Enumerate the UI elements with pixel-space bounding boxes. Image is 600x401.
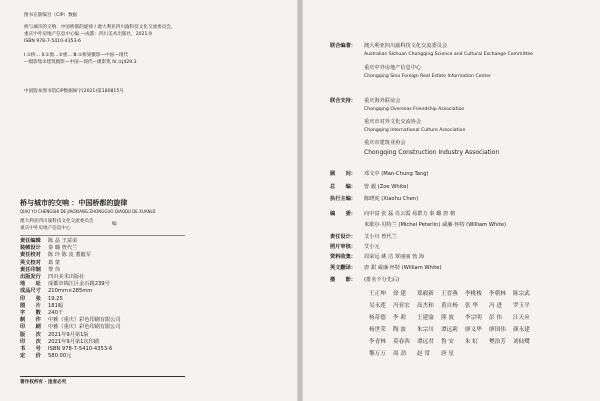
- photo-review-label: 照片审核：: [330, 244, 356, 250]
- supporter-zh: 重庆海外联谊会: [364, 98, 401, 104]
- photographer-name: 熊 波: [441, 315, 454, 321]
- photographer-name: 王建渝: [417, 315, 434, 321]
- spec-row: [20, 333, 89, 338]
- divider: [20, 376, 185, 377]
- photographer-name: 黎万万: [369, 351, 386, 357]
- spec-label: 版 次: [20, 331, 41, 338]
- cip-title: 图书在版编目（CIP）数据: [24, 13, 78, 18]
- photographer-name: 朱宗川: [417, 327, 434, 333]
- spec-value: 四川美术出版社: [48, 274, 85, 280]
- spec-label: 制 作: [20, 317, 41, 324]
- roster-row: [369, 316, 537, 322]
- cip-line: —摄影集②建筑摄影—中国—现代—摄影集 Ⅳ.①J429.3: [24, 60, 137, 65]
- spec-label: 印 张: [20, 295, 41, 302]
- photographer-name: 杨世荣: [369, 327, 386, 333]
- spec-value: 240千: [48, 310, 64, 316]
- spec-value: 秦 璐 曾代兰: [48, 245, 78, 252]
- roster-row: [369, 304, 537, 310]
- spec-value: ISBN 978-7-5410-4353-6: [48, 346, 113, 352]
- organizer-en: Chongqing Sino Foreign Real Estate Information Center: [364, 74, 491, 79]
- divider: [20, 235, 185, 236]
- editor-suffix: 编: [112, 222, 117, 227]
- spec-label: 印 刷: [20, 324, 41, 331]
- data-collection-label: 资料收集：: [330, 254, 356, 260]
- co-organizer-label: 联合编著：: [330, 43, 356, 49]
- photographer-name: 江天应: [513, 315, 530, 321]
- photographer-name: 唐 星: [441, 351, 454, 357]
- photographers-note: (排名不分先后): [364, 277, 400, 283]
- photographer-name: 王正坤: [369, 291, 386, 297]
- photographer-name: 廖国伟: [489, 327, 506, 333]
- spec-label: 出版发行: [20, 274, 41, 280]
- photographer-name: 张 华: [465, 303, 478, 309]
- photographer-name: 彭 伟: [489, 315, 502, 321]
- spec-value: 黎 伟: [48, 266, 61, 273]
- photographer-name: 徐 建: [393, 291, 406, 297]
- spec-value: 2021年9月第1版: [48, 331, 89, 338]
- chief-editor-name: 曾 毅 (Zoe White): [364, 184, 409, 190]
- design-names: 艾小川 曾代兰: [364, 234, 397, 240]
- spec-label: 书 号: [20, 346, 41, 352]
- editor-org: 澳大利亚四川渝科技文化交流委员会: [20, 219, 94, 224]
- spec-row: [20, 347, 112, 352]
- roster-row: [369, 292, 537, 298]
- spec-row: [20, 325, 121, 330]
- spec-label: 地 址: [20, 281, 41, 288]
- advisor-name: 邓文中 (Man-Chung Tang): [364, 171, 429, 177]
- spec-label: 装帧设计: [20, 245, 41, 252]
- editor-org: 重庆中外房地产信息中心: [20, 226, 71, 231]
- spec-value: 陈 玲 陈 凌 董毅军: [48, 252, 91, 259]
- spec-value: 中雅（重庆）彩色印刷有限公司: [48, 324, 121, 331]
- spec-value: 中雅（重庆）彩色印刷有限公司: [48, 317, 121, 324]
- photographer-name: 罗玉平: [513, 303, 530, 309]
- spec-row: [20, 268, 60, 273]
- spec-label: 责任编辑: [20, 238, 41, 244]
- photographer-name: 陶 波: [393, 327, 406, 333]
- photographer-name: 杨蒂德: [369, 315, 386, 321]
- photographer-name: 李 莉: [393, 315, 406, 321]
- supporter-zh: 重庆市对外文化交流协会: [364, 119, 422, 125]
- spec-row: [20, 318, 121, 323]
- translation-label: 英文翻译：: [330, 265, 356, 271]
- cip-line: 重庆中外房地产信息中心编.—成都：四川美术出版社，2021.9: [24, 32, 152, 37]
- book-title-pinyin: QIAO YU CHENGSHI DE JIAOXIANG:ZHONGGUO QIAODU DE XUANLÜ: [20, 209, 156, 214]
- spec-row: [20, 297, 63, 302]
- exec-editor-name: 陈晓虎 (Xiaohu Chen): [364, 196, 419, 202]
- editorial-board-label: 编 委：: [330, 211, 356, 217]
- spec-label: 责任印制: [20, 266, 41, 273]
- editorial-board-names: 米歇尔·贝特兰 (Michel Peterlin) 威廉·怀特 (William White): [364, 222, 506, 228]
- spec-row: [20, 354, 71, 359]
- photographers-label: 摄 影：: [330, 277, 356, 283]
- photographer-name: 李桃梭: [465, 291, 482, 297]
- chief-editor-label: 总 编：: [330, 184, 356, 190]
- copyright-page: [0, 0, 297, 401]
- editorial-board-names: 向中富 张 磊 肖云霞 易群力 秦 璐 唐 朝: [364, 211, 456, 217]
- design-label: 责任设计：: [330, 234, 356, 240]
- spec-row: [20, 275, 84, 280]
- supporter-zh: 重庆市建筑业协会: [364, 140, 406, 146]
- translation-names: 唐 甜 威廉·怀特 (William White): [364, 265, 442, 271]
- copyright-notice: 著作权所有 · 违者必究: [20, 380, 67, 385]
- book-title: 桥与城市的交响 ：中国桥都的旋律: [20, 199, 128, 207]
- spec-row: [20, 311, 63, 316]
- photographer-name: 刘仙鹭: [513, 339, 530, 345]
- photographer-name: 冯亚宏: [393, 303, 410, 309]
- photographer-name: 颜永建: [513, 327, 530, 333]
- photographer-name: 朱 虹: [465, 339, 478, 345]
- spec-row: [20, 340, 99, 345]
- spec-value: 181幅: [48, 302, 64, 309]
- cip-line: Ⅰ.①桥… Ⅱ.①澳…②重… Ⅲ.①桥梁摄影—中国—现代: [24, 53, 129, 58]
- roster-row: [369, 352, 465, 358]
- spec-row: [20, 253, 91, 258]
- spec-row: [20, 261, 60, 266]
- photographer-name: 谭远君: [417, 339, 434, 345]
- cip-line: 桥与城市的交响：中国桥都的旋律 / 澳大利亚四川渝科技文化交流委员会，: [24, 25, 176, 30]
- photographer-name: 王晋燕: [441, 291, 458, 297]
- roster-row: [369, 328, 537, 334]
- photographer-name: 谭远莉: [441, 327, 458, 333]
- co-publisher-label: 联合支持：: [330, 98, 356, 104]
- photographer-name: 郑毅新: [417, 291, 434, 297]
- spec-value: 陈 晶 王富弟: [48, 238, 78, 244]
- supporter-en: Chongqing Construction Industry Association: [364, 149, 500, 156]
- photo-review-name: 艾小元: [364, 244, 380, 250]
- photographer-name: 李宗明: [465, 315, 482, 321]
- spec-label: 英文校对: [20, 259, 41, 266]
- photographer-name: 廖义华: [465, 327, 482, 333]
- organizer-zh: 重庆中外房地产信息中心: [364, 65, 422, 71]
- photographer-name: 鲁 安: [441, 339, 454, 345]
- photographer-name: 周 劲: [393, 351, 406, 357]
- spec-label: 图 片: [20, 302, 41, 309]
- photographer-name: 李青林: [369, 339, 386, 345]
- photographer-name: 莫春西: [393, 339, 410, 345]
- spec-row: [20, 246, 77, 251]
- photographer-name: 李朝林: [489, 291, 506, 297]
- spec-label: 定 价: [20, 353, 41, 360]
- spec-value: 成都市锦江区金石路239号: [48, 281, 110, 288]
- photographer-name: 冯 进: [489, 303, 502, 309]
- data-collection-names: 周荣远 姚 洁 覃丽丽 勃 海: [364, 254, 425, 260]
- photographer-name: 樊治芳: [489, 339, 506, 345]
- organizer-zh: 澳大利亚四川渝科技文化交流委员会: [364, 43, 448, 49]
- photographer-name: 赵 常: [417, 351, 430, 357]
- organizer-en: Australian Sichuan Chongqing Science and Cultural Exchange Committee: [364, 52, 533, 57]
- supporter-en: Chongqing Overseas Friendship Association: [364, 107, 465, 112]
- spec-label: 责任校对: [20, 252, 41, 259]
- spec-row: [20, 304, 63, 309]
- spec-label: 成品尺寸: [20, 288, 41, 295]
- photographer-name: 黄自杨: [441, 303, 458, 309]
- spec-value: 葛 蒙: [48, 259, 61, 266]
- spec-label: 字 数: [20, 310, 41, 316]
- spec-value: 580.00元: [48, 353, 72, 360]
- roster-row: [369, 340, 537, 346]
- photographer-name: 吴永莲: [369, 303, 386, 309]
- cip-line: ISBN 978-7-5410-4353-6: [24, 39, 81, 44]
- photographer-name: 高杰和: [417, 303, 434, 309]
- spec-row: [20, 239, 77, 244]
- photographer-name: 陈宗武: [513, 291, 530, 297]
- spec-value: 2021年9月第1次印刷: [48, 338, 99, 345]
- spec-label: 印 次: [20, 338, 41, 345]
- spec-row: [20, 282, 110, 287]
- spec-value: 19.25: [48, 295, 63, 302]
- cip-number: 中国版本图书馆CIP数据核字(2021)第180815号: [24, 89, 124, 94]
- exec-editor-label: 执行主编：: [330, 196, 356, 202]
- spec-row: [20, 289, 92, 294]
- spec-value: 210mm×285mm: [48, 288, 93, 295]
- supporter-en: Chongqing International Culture Association: [364, 128, 466, 133]
- advisor-label: 顾 问：: [330, 171, 356, 177]
